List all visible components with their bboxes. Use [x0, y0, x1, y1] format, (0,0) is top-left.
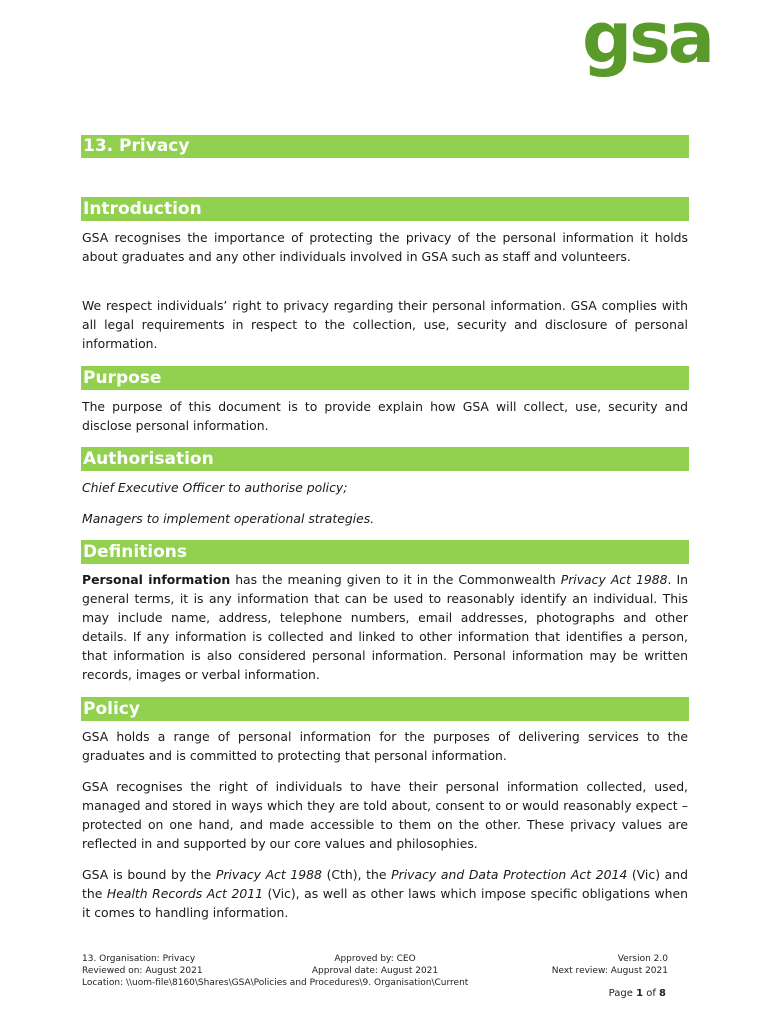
page-total: 8: [659, 988, 666, 999]
purpose-paragraph: The purpose of this document is to provide explain how GSA will collect, use, security and disclose personal information.: [82, 399, 688, 433]
heading-definitions: Definitions: [81, 540, 689, 564]
page-title: 13. Privacy: [81, 135, 689, 158]
policy-p3-text-c: (Vic) and the: [82, 867, 688, 901]
logo-text: gsa: [582, 6, 713, 79]
policy-act-privacy: Privacy Act 1988: [215, 867, 322, 882]
policy-p3-text-b: (Cth), the: [321, 867, 392, 882]
heading-authorisation: Authorisation: [81, 447, 689, 471]
page-mid: of: [643, 988, 660, 999]
heading-introduction: Introduction: [81, 197, 689, 221]
gsa-logo: [582, 6, 714, 90]
policy-act-health: Health Records Act 2011: [106, 886, 263, 901]
footer-doc: 13. Organisation: Privacy: [82, 954, 196, 964]
definition-text-b: . In general terms, it is any information that can be used to reasonably identify an individual. This may include name, address, telephone numbers, email addresses, photographs and other details. If any information is collected and linked to other information that identifies a person, that information is also considered personal information. Personal information may be written records, images or verbal information.: [82, 572, 688, 682]
footer-version: Version 2.0: [617, 954, 668, 964]
footer-approval-date: Approval date: August 2021: [311, 966, 439, 976]
policy-act-pdp: Privacy and Data Protection Act 2014: [391, 867, 628, 882]
footer-location: Location: \\uom-file\8160\Shares\GSA\Policies and Procedures\9. Organisation\Current: [82, 978, 469, 988]
authorisation-line-1: Chief Executive Officer to authorise policy;: [82, 480, 348, 495]
definition-text-a: has the meaning given to it in the Commonwealth: [230, 572, 561, 587]
policy-p3-text-a: GSA is bound by the: [82, 867, 216, 882]
footer: [82, 953, 668, 989]
footer-reviewed: Reviewed on: August 2021: [82, 966, 203, 976]
heading-purpose: Purpose: [81, 366, 689, 390]
definitions-paragraph: [82, 570, 688, 684]
authorisation-line-2: Managers to implement operational strategies.: [82, 511, 375, 526]
policy-p3-text-d: (Vic), as well as other laws which impose specific obligations when it comes to handling information.: [82, 886, 688, 920]
page-number: [609, 988, 666, 999]
introduction-paragraph-2: We respect individuals’ right to privacy regarding their personal information. GSA complies with all legal requirements in respect to the collection, use, security and disclosure of personal information.: [82, 298, 688, 351]
footer-approved-by: Approved by: CEO: [334, 954, 416, 964]
heading-policy: Policy: [81, 697, 689, 721]
policy-paragraph-1: GSA holds a range of personal information for the purposes of delivering services to the graduates and is committed to protecting that personal information.: [82, 729, 688, 763]
introduction-paragraph-1: GSA recognises the importance of protecting the privacy of the personal information it holds about graduates and any other individuals involved in GSA such as staff and volunteers.: [82, 230, 688, 264]
policy-paragraph-2: GSA recognises the right of individuals to have their personal information collected, used, managed and stored in ways which they are told about, consent to or would reasonably expect – protected on one hand, and made accessible to them on the other. These privacy values are reflected in and supported by our core values and philosophies.: [82, 779, 688, 851]
policy-paragraph-3: [82, 865, 688, 922]
definition-act: Privacy Act 1988: [560, 572, 668, 587]
footer-next-review: Next review: August 2021: [551, 966, 668, 976]
page-current: 1: [636, 988, 644, 999]
definition-term: Personal information: [82, 572, 231, 587]
page-prefix: Page: [608, 988, 637, 999]
